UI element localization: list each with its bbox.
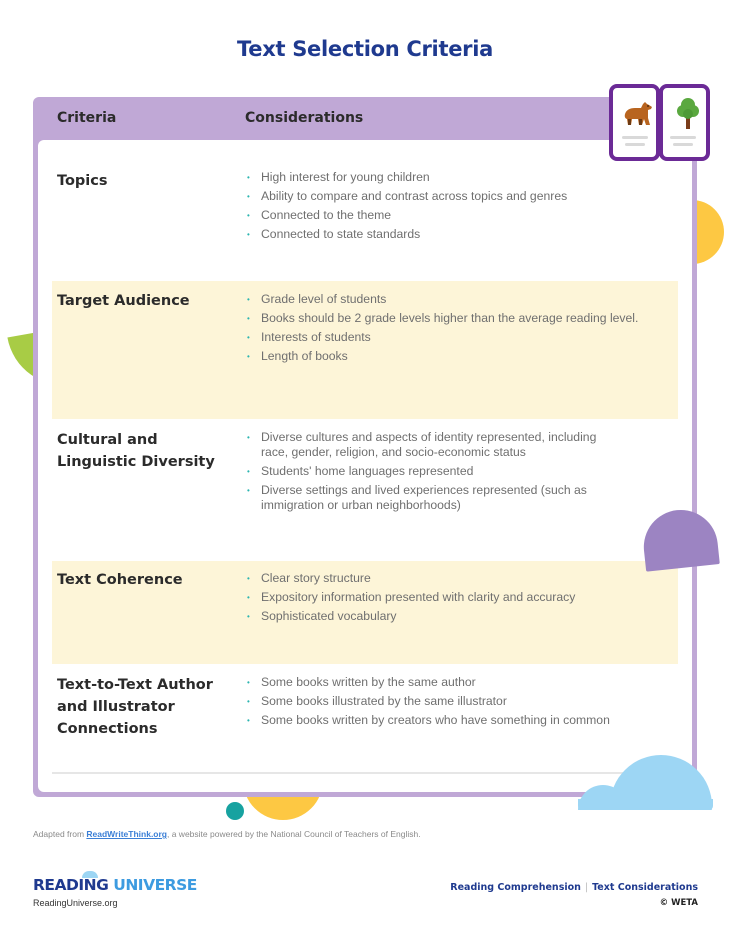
- site-url: ReadingUniverse.org: [33, 898, 118, 908]
- consideration-item: • Diverse settings and lived experiences represented (such as immigration or urban neighborhoods): [247, 483, 607, 513]
- table-header: [38, 97, 692, 140]
- header-considerations: Considerations: [245, 110, 364, 126]
- consideration-item: • High interest for young children: [247, 170, 657, 185]
- criteria-label: Cultural and Linguistic Diversity: [57, 432, 215, 470]
- logo-reading: READING: [33, 876, 114, 894]
- consideration-item: • Some books illustrated by the same illustrator: [247, 694, 667, 709]
- considerations-list: [247, 675, 667, 732]
- consideration-item: • Grade level of students: [247, 292, 647, 307]
- cloud-mask: [578, 810, 718, 870]
- open-book-icon: [609, 84, 710, 161]
- decorative-teal-dot: [226, 802, 244, 820]
- attribution-credit: [33, 829, 421, 839]
- considerations-list: [247, 170, 657, 246]
- reading-universe-logo: [33, 876, 197, 894]
- copyright: © WETA: [659, 898, 698, 908]
- criteria-label: Target Audience: [57, 293, 190, 309]
- page-title: Text Selection Criteria: [237, 37, 493, 61]
- criteria-table: [33, 97, 697, 797]
- table-row-cultural-linguistic-diversity: [52, 429, 678, 549]
- logo-universe: UNIVERSE: [113, 876, 197, 894]
- table-row-target-audience: [52, 281, 678, 419]
- breadcrumb-separator: |: [584, 882, 589, 893]
- credit-suffix: , a website powered by the National Council of Teachers of English.: [167, 829, 421, 839]
- breadcrumb-reading-comprehension: Reading Comprehension: [450, 882, 581, 893]
- credit-prefix: Adapted from: [33, 829, 87, 839]
- consideration-item: • Connected to the theme: [247, 208, 657, 223]
- table-body: [38, 140, 692, 792]
- consideration-item: • Books should be 2 grade levels higher than the average reading level.: [247, 311, 647, 326]
- consideration-item: • Connected to state standards: [247, 227, 657, 242]
- considerations-list: [247, 430, 607, 517]
- consideration-item: • Diverse cultures and aspects of identity represented, including race, gender, religion, and socio-economic status: [247, 430, 607, 460]
- tree-icon: [675, 97, 701, 131]
- considerations-list: [247, 571, 657, 628]
- table-row-text-coherence: [52, 561, 678, 664]
- consideration-item: • Length of books: [247, 349, 647, 364]
- table-row-author-illustrator-connections: [52, 674, 678, 764]
- consideration-item: • Ability to compare and contrast across topics and genres: [247, 189, 657, 204]
- book-right-page: [659, 84, 710, 161]
- consideration-item: • Clear story structure: [247, 571, 657, 586]
- consideration-item: • Interests of students: [247, 330, 647, 345]
- considerations-list: [247, 292, 647, 368]
- breadcrumb-text-considerations: Text Considerations: [592, 882, 698, 893]
- footer-breadcrumb: [450, 882, 698, 908]
- cloud-icon: [578, 755, 713, 810]
- bear-icon: [621, 98, 655, 132]
- criteria-label: Text Coherence: [57, 572, 183, 588]
- criteria-label: Topics: [57, 173, 108, 189]
- consideration-item: • Expository information presented with clarity and accuracy: [247, 590, 657, 605]
- table-row-topics: [52, 170, 678, 280]
- criteria-label: Text-to-Text Author and Illustrator Connections: [57, 677, 213, 737]
- consideration-item: • Some books written by the same author: [247, 675, 667, 690]
- book-left-page: [609, 84, 660, 161]
- header-criteria: Criteria: [57, 110, 117, 126]
- readwritethink-link[interactable]: ReadWriteThink.org: [86, 829, 167, 839]
- consideration-item: • Students' home languages represented: [247, 464, 607, 479]
- consideration-item: • Some books written by creators who have something in common: [247, 713, 667, 728]
- consideration-item: • Sophisticated vocabulary: [247, 609, 657, 624]
